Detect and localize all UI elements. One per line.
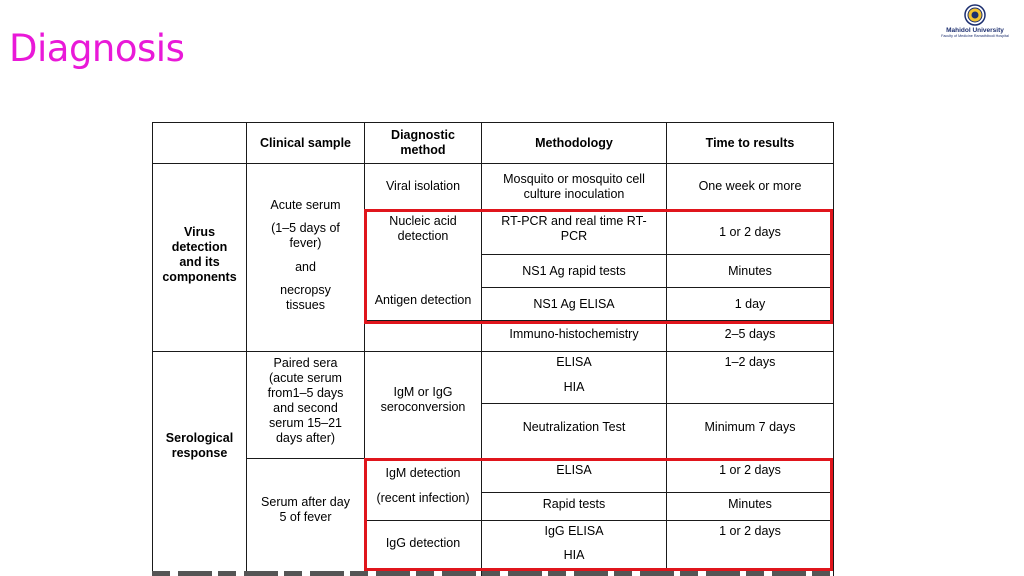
university-seal-icon — [964, 4, 986, 26]
method-antigen-detection: Antigen detection — [374, 292, 472, 307]
methodology-sero-elisa: ELISA — [556, 355, 592, 369]
header-methodology: Methodology — [535, 135, 613, 150]
methodology-rt-pcr: RT-PCR and real time RT-PCR — [501, 214, 647, 243]
sample-line: necropsy tissues — [280, 282, 331, 312]
logo-name: Mahidol University — [946, 27, 1004, 34]
sample-line: and — [295, 259, 316, 274]
method-igm-recent: (recent infection) — [376, 490, 470, 505]
time-nucleic: 1 or 2 days — [719, 224, 781, 239]
methodology-ihc: Immuno-histochemistry — [509, 326, 639, 341]
slide-title: Diagnosis — [9, 27, 185, 70]
time-sero: 1–2 days — [724, 355, 776, 369]
header-time-to-results: Time to results — [705, 135, 795, 150]
footnote-cutoff — [152, 571, 832, 576]
sample-acute-serum — [247, 198, 364, 313]
method-viral-isolation: Viral isolation — [385, 179, 461, 193]
methodology-ns1-rapid: NS1 Ag rapid tests — [522, 263, 626, 278]
methodology-sero-hia: HIA — [563, 379, 585, 394]
time-rapid-tests: Minutes — [728, 496, 772, 511]
methodology-igm-elisa: ELISA — [556, 463, 592, 477]
university-logo — [926, 4, 1024, 38]
time-neutralization: Minimum 7 days — [704, 419, 796, 434]
time-igm-elisa: 1 or 2 days — [719, 463, 781, 477]
methodology-igg-elisa: IgG ELISA — [544, 523, 604, 538]
sample-paired-sera: Paired sera (acute serum from1–5 days and second serum 15–21 days after) — [267, 356, 344, 445]
method-igg-detection: IgG detection — [385, 535, 461, 550]
time-ns1-rapid: Minutes — [728, 263, 772, 278]
table-rule — [833, 122, 834, 576]
time-ihc: 2–5 days — [724, 326, 776, 341]
sample-line: Acute serum — [270, 198, 341, 212]
methodology-ns1-elisa: NS1 Ag ELISA — [533, 296, 615, 311]
method-nucleic-acid: Nucleic acid detection — [389, 214, 457, 243]
time-igg: 1 or 2 days — [719, 523, 781, 538]
sample-serum-after: Serum after day 5 of fever — [261, 495, 350, 524]
method-igm-detection: IgM detection — [385, 465, 461, 480]
sample-line: (1–5 days of fever) — [271, 221, 340, 251]
methodology-mosquito: Mosquito or mosquito cell culture inoculation — [503, 171, 645, 201]
category-serological: Serological response — [165, 431, 234, 460]
time-ns1-elisa: 1 day — [734, 296, 766, 311]
highlight-box-serology — [364, 458, 833, 571]
table-rule — [152, 122, 153, 576]
methodology-rapid-tests: Rapid tests — [542, 496, 606, 511]
method-seroconversion: IgM or IgG seroconversion — [380, 385, 466, 414]
header-diagnostic-method: Diagnostic method — [391, 128, 455, 157]
category-virus-detection: Virus detection and its components — [162, 225, 237, 284]
header-clinical-sample: Clinical sample — [259, 135, 351, 150]
logo-subtitle: Faculty of Medicine Ramathibodi Hospital — [941, 34, 1009, 38]
time-one-week: One week or more — [698, 179, 802, 193]
methodology-igg-hia: HIA — [563, 547, 585, 562]
methodology-neutralization: Neutralization Test — [522, 419, 626, 434]
highlight-box-virus — [364, 209, 833, 324]
